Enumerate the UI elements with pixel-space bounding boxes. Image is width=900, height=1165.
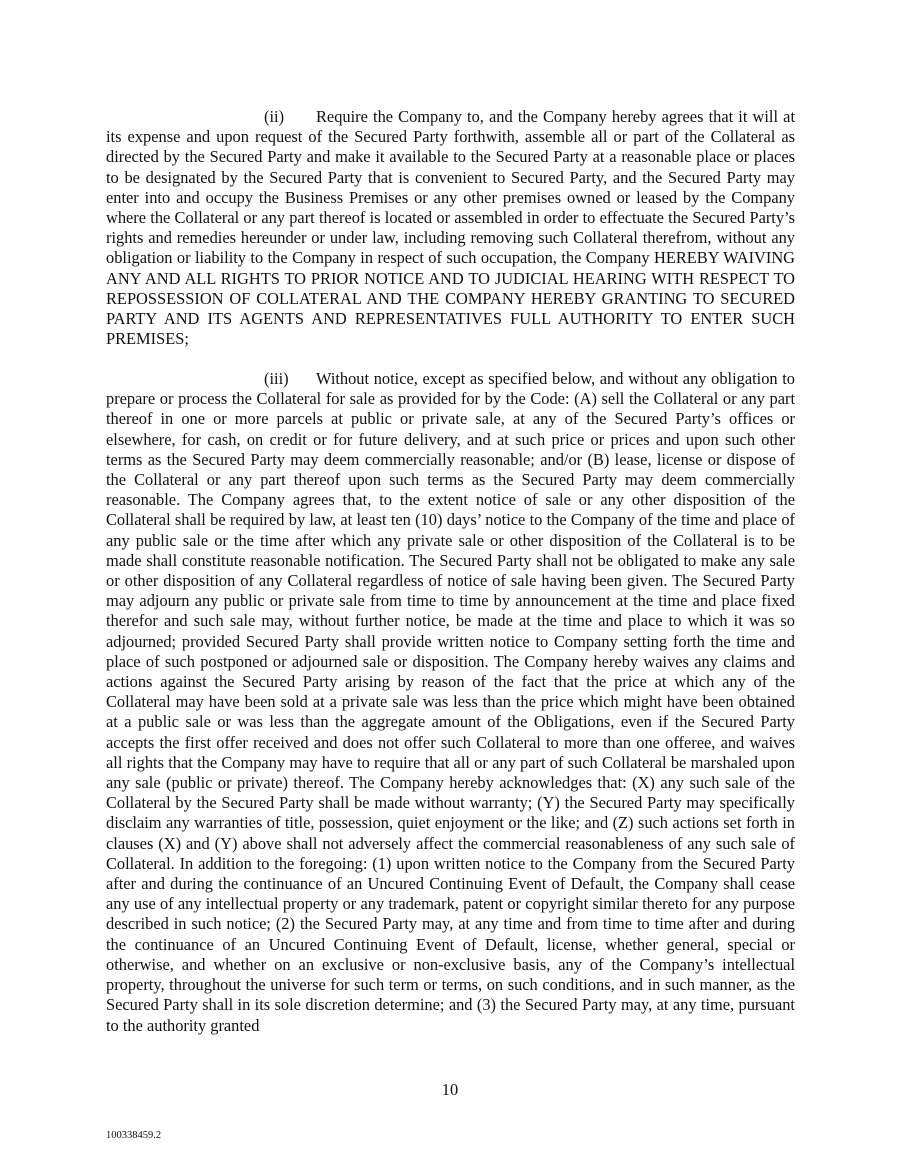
paragraph-text: Without notice, except as specified below, and without any obligation to prepare or process the Collateral for sale as provided for by the Code: (A) sell the Collateral or any part thereof in one or more parcels at public or private sale, at any of the Secured Party’s offices or elsewhere, for cash, on credit or for future delivery, and at such price or prices and upon such other terms as the Secured Party may deem commercially reasonable; and/or (B) lease, license or dispose of the Collateral or any part thereof upon such terms as the Secured Party may deem commercially reasonable. The Company agrees that, to the extent notice of sale or any other disposition of the Collateral shall be required by law, at least ten (10) days’ notice to the Company of the time and place of any public sale or the time after which any private sale or other disposition of the Collateral is to be made shall constitute reasonable notification. The Secured Party shall not be obligated to make any sale or other disposition of any Collateral regardless of notice of sale having been given. The Secured Party may adjourn any public or private sale from time to time by announcement at the time and place fixed therefor and such sale may, without further notice, be made at the time and place to which it was so adjourned; provided Secured Party shall provide written notice to Company setting forth the time and place of such postponed or adjourned sale or disposition. The Company hereby waives any claims and actions against the Secured Party arising by reason of the fact that the price at which any of the Collateral may have been sold at a private sale was less than the price which might have been obtained at a public sale or was less than the aggregate amount of the Obligations, even if the Secured Party accepts the first offer received and does not offer such Collateral to more than one offeree, and waives all rights that the Company may have to require that all or any part of such Collateral be marshaled upon any sale (public or private) thereof. The Company hereby acknowledges that: (X) any such sale of the Collateral by the Secured Party shall be made without warranty; (Y) the Secured Party may specifically disclaim any warranties of title, possession, quiet enjoyment or the like; and (Z) such actions set forth in clauses (X) and (Y) above shall not adversely affect the commercial reasonableness of any such sale of Collateral. In addition to the foregoing: (1) upon written notice to the Company from the Secured Party after and during the continuance of an Uncured Continuing Event of Default, the Company shall cease any use of any intellectual property or any trademark, patent or copyright similar thereto for any purpose described in such notice; (2) the Secured Party may, at any time and from time to time after and during the continuance of an Uncured Continuing Event of Default, license, whether general, special or otherwise, and whether on an exclusive or non-exclusive basis, any of the Company’s intellectual property, throughout the universe for such term or terms, on such conditions, and in such manner, as the Secured Party shall in its sole discretion determine; and (3) the Secured Party may, at any time, pursuant to the authority granted	[106, 369, 795, 1035]
paragraph-text: Require the Company to, and the Company hereby agrees that it will at its expense and upon request of the Secured Party forthwith, assemble all or part of the Collateral as directed by the Secured Party and make it available to the Secured Party at a reasonable place or places to be designated by the Secured Party that is convenient to Secured Party, and the Secured Party may enter into and occupy the Business Premises or any other premises owned or leased by the Company where the Collateral or any part thereof is located or assembled in order to effectuate the Secured Party’s rights and remedies hereunder or under law, including removing such Collateral therefrom, without any obligation or liability to the Company in respect of such occupation, the Company HEREBY WAIVING ANY AND ALL RIGHTS TO PRIOR NOTICE AND TO JUDICIAL HEARING WITH RESPECT TO REPOSSESSION OF COLLATERAL AND THE COMPANY HEREBY GRANTING TO SECURED PARTY AND ITS AGENTS AND REPRESENTATIVES FULL AUTHORITY TO ENTER SUCH PREMISES;	[106, 107, 795, 349]
paragraph-ii	[106, 107, 795, 349]
paragraph-iii	[106, 369, 795, 1036]
paragraph-number: (ii)	[264, 107, 285, 126]
paragraph-number: (iii)	[264, 369, 289, 388]
document-id: 100338459.2	[106, 1130, 162, 1141]
page-number: 10	[441, 1080, 459, 1099]
